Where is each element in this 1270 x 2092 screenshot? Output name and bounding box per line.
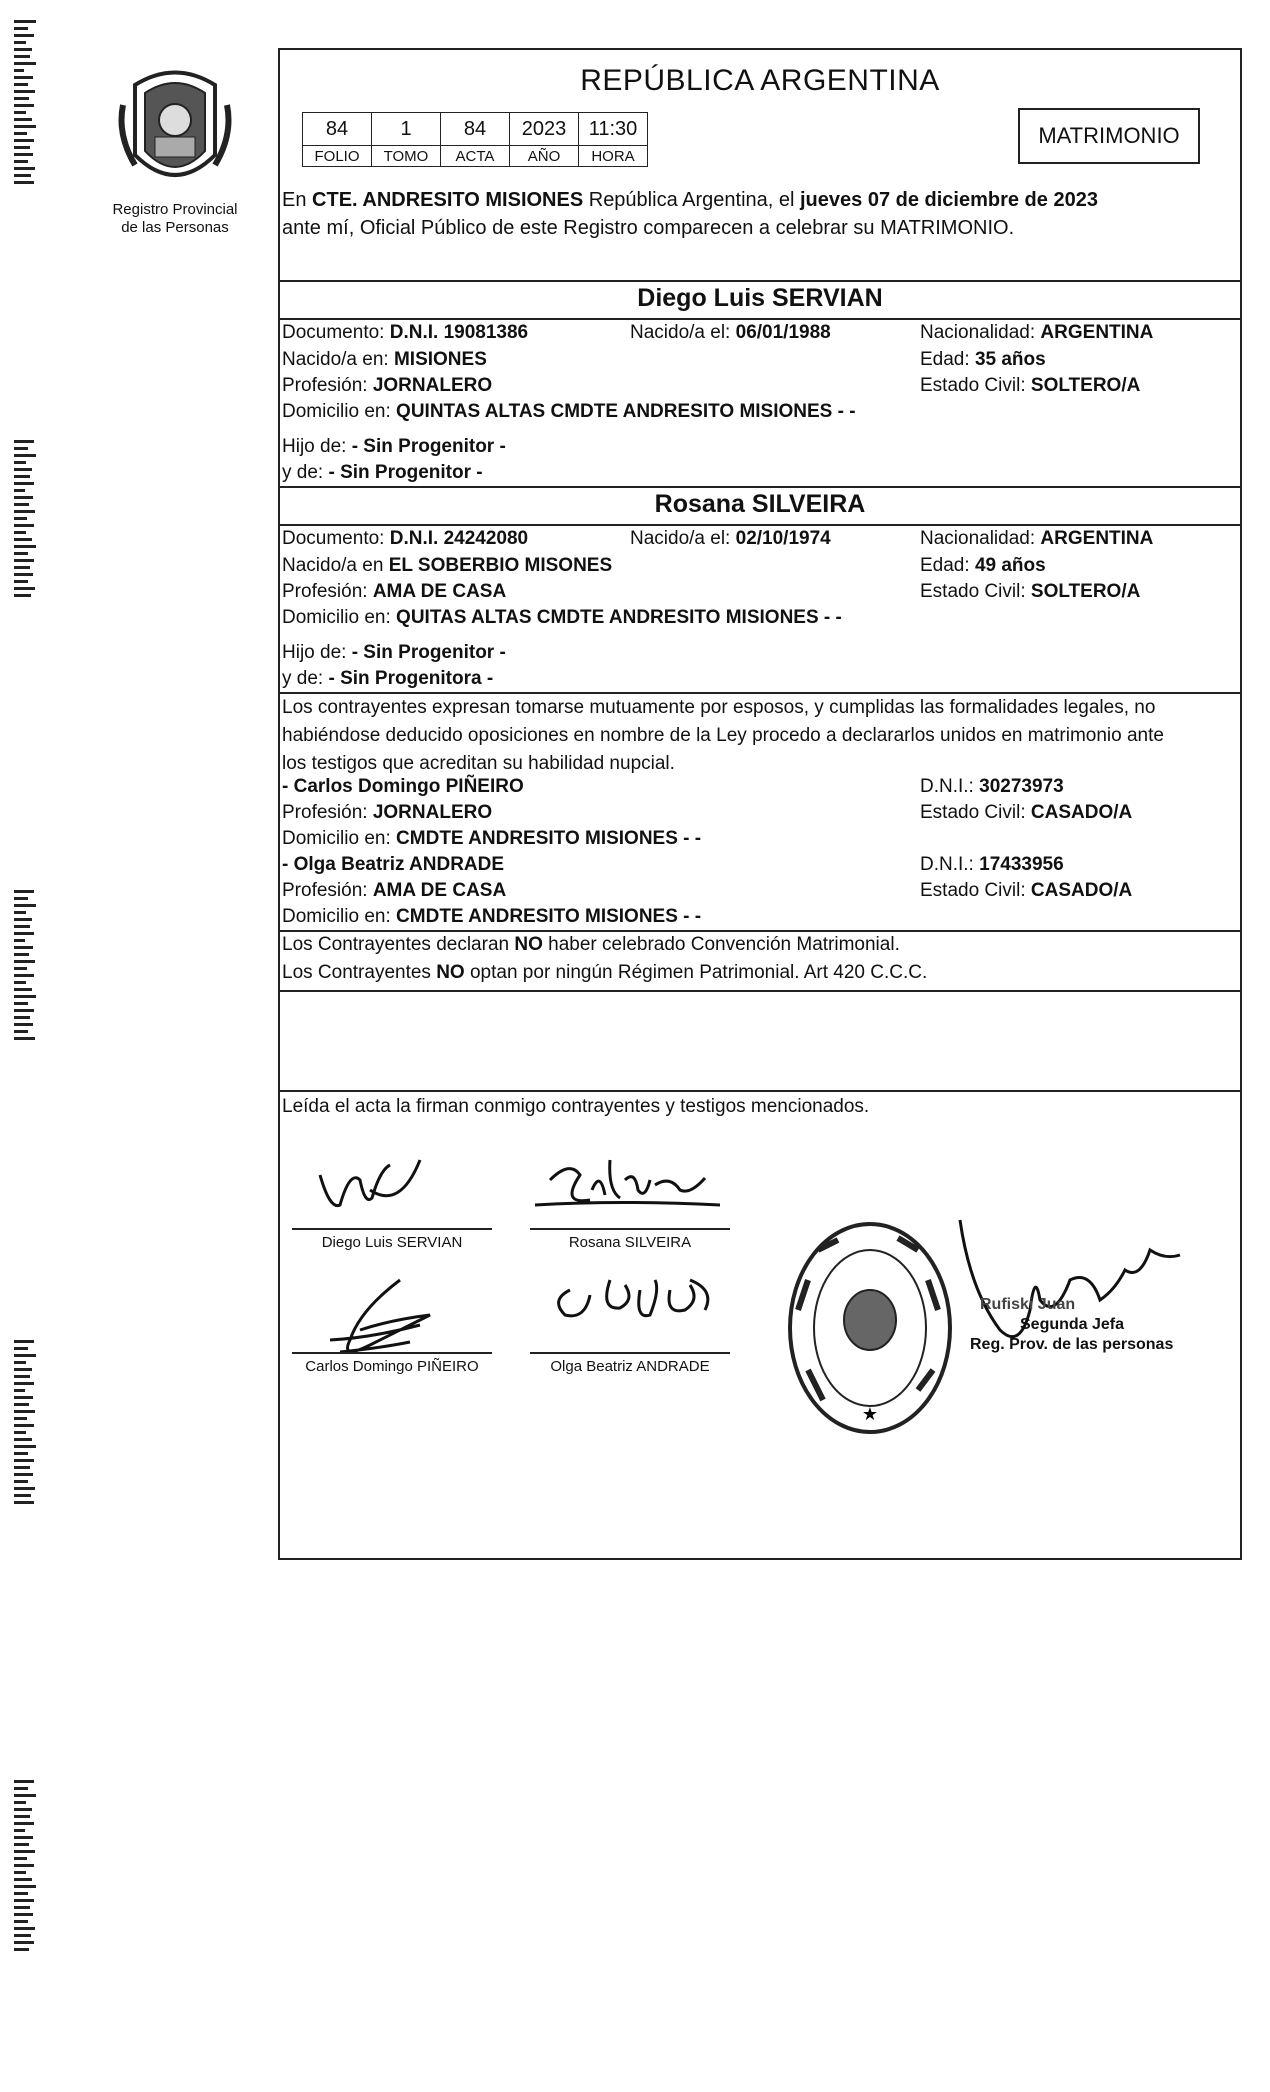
misiones-seal-icon: [115, 65, 235, 195]
c2-documento: Documento: D.N.I. 24242080: [282, 528, 529, 549]
t1-dni: D.N.I.: 30273973: [920, 776, 1064, 797]
marriage-certificate: [278, 48, 1242, 1560]
signature-line: [292, 1228, 492, 1230]
intro-date: jueves 07 de diciembre de 2023: [800, 189, 1098, 211]
contrayente1-name: Diego Luis SERVIAN: [637, 284, 883, 312]
signature-pineiro: [310, 1270, 460, 1360]
t2-dni: D.N.I.: 17433956: [920, 854, 1064, 875]
c2-lugar: Nacido/a en EL SOBERBIO MISONES: [282, 555, 613, 576]
divider: [280, 486, 1240, 488]
c2-hijo-de: Hijo de: - Sin Progenitor -: [282, 642, 506, 663]
c1-estado-civil: Estado Civil: SOLTERO/A: [920, 375, 1141, 396]
intro-text: República Argentina, el: [583, 189, 800, 211]
intro-place: CTE. ANDRESITO MISIONES: [312, 189, 584, 211]
c2-y-de: y de: - Sin Progenitora -: [282, 668, 494, 689]
acta-label: ACTA: [441, 146, 510, 167]
anio-label: AÑO: [510, 146, 579, 167]
document-type-box: MATRIMONIO: [1018, 108, 1200, 164]
c2-nacionalidad: Nacionalidad: ARGENTINA: [920, 528, 1154, 549]
divider: [280, 930, 1240, 932]
declaration-line: Los contrayentes expresan tomarse mutuamente por esposos, y cumplidas las formalidades legales, no: [282, 697, 1156, 718]
c2-estado-civil: Estado Civil: SOLTERO/A: [920, 581, 1141, 602]
intro-text: ante mí, Oficial Público de este Registro comparecen a celebrar su MATRIMONIO.: [282, 217, 1015, 239]
declaration-line: habiéndose deducido oposiciones en nombre de la Ley procedo a declararlos unidos en matrimonio ante: [282, 725, 1164, 746]
signature-label-pineiro: Carlos Domingo PIÑEIRO: [305, 1358, 479, 1375]
divider: [280, 1090, 1240, 1092]
t2-estado-civil: Estado Civil: CASADO/A: [920, 880, 1133, 901]
svg-text:★: ★: [861, 1404, 879, 1425]
c1-profesion: Profesión: JORNALERO: [282, 375, 493, 396]
registry-table: [302, 112, 648, 167]
scan-artifact: [14, 440, 44, 601]
c1-documento: Documento: D.N.I. 19081386: [282, 322, 529, 343]
divider: [280, 280, 1240, 282]
official-name: Rufiski Juan: [980, 1296, 1076, 1313]
t2-profesion: Profesión: AMA DE CASA: [282, 880, 507, 901]
divider: [280, 524, 1240, 526]
t1-profesion: Profesión: JORNALERO: [282, 802, 493, 823]
t1-domicilio: Domicilio en: CMDTE ANDRESITO MISIONES - -: [282, 828, 702, 849]
document-title: REPÚBLICA ARGENTINA: [580, 64, 940, 97]
contrayente2-name: Rosana SILVEIRA: [654, 490, 866, 518]
divider: [280, 318, 1240, 320]
t1-name: - Carlos Domingo PIÑEIRO: [282, 776, 524, 797]
acta-value: 84: [441, 113, 510, 146]
signature-andrade: [540, 1250, 730, 1340]
t1-estado-civil: Estado Civil: CASADO/A: [920, 802, 1133, 823]
scan-artifact: [14, 1780, 44, 1955]
c1-hijo-de: Hijo de: - Sin Progenitor -: [282, 436, 506, 457]
scan-artifact: [14, 20, 44, 188]
c2-nacimiento: Nacido/a el: 02/10/1974: [630, 528, 831, 549]
t2-domicilio: Domicilio en: CMDTE ANDRESITO MISIONES - -: [282, 906, 702, 927]
closing-text: Leída el acta la firman conmigo contrayentes y testigos mencionados.: [282, 1096, 870, 1117]
c1-nacionalidad: Nacionalidad: ARGENTINA: [920, 322, 1154, 343]
c1-lugar: Nacido/a en: MISIONES: [282, 349, 487, 370]
scan-artifact: [14, 890, 44, 1044]
tomo-value: 1: [372, 113, 441, 146]
intro-paragraph: [282, 186, 1240, 242]
hora-label: HORA: [579, 146, 648, 167]
signature-line: [292, 1352, 492, 1354]
intro-text: En: [282, 189, 313, 211]
signature-label-andrade: Olga Beatriz ANDRADE: [550, 1358, 710, 1375]
declaration-line: los testigos que acreditan su habilidad nupcial.: [282, 753, 675, 774]
c2-edad: Edad: 49 años: [920, 555, 1046, 576]
c2-profesion: Profesión: AMA DE CASA: [282, 581, 507, 602]
c2-domicilio: Domicilio en: QUITAS ALTAS CMDTE ANDRESITO MISIONES - -: [282, 607, 842, 628]
official-office: Reg. Prov. de las personas: [970, 1336, 1174, 1353]
c1-y-de: y de: - Sin Progenitor -: [282, 462, 483, 483]
signature-label-servian: Diego Luis SERVIAN: [321, 1234, 463, 1251]
declaration-paragraph: [282, 694, 1240, 778]
tomo-label: TOMO: [372, 146, 441, 167]
signature-silveira: [530, 1150, 730, 1220]
official-role: Segunda Jefa: [1020, 1316, 1125, 1333]
logo-text-line1: Registro Provincial: [112, 201, 238, 218]
folio-label: FOLIO: [303, 146, 372, 167]
divider: [280, 990, 1240, 992]
hora-value: 11:30: [579, 113, 648, 146]
note-convencion: Los Contrayentes declaran NO haber celebrado Convención Matrimonial.: [282, 934, 900, 955]
note-regimen: Los Contrayentes NO optan por ningún Régimen Patrimonial. Art 420 C.C.C.: [282, 962, 928, 983]
scan-artifact: [14, 1340, 44, 1508]
c1-edad: Edad: 35 años: [920, 349, 1046, 370]
anio-value: 2023: [510, 113, 579, 146]
folio-value: 84: [303, 113, 372, 146]
c1-domicilio: Domicilio en: QUINTAS ALTAS CMDTE ANDRESITO MISIONES - -: [282, 401, 856, 422]
signature-line: [530, 1352, 730, 1354]
c1-nacimiento: Nacido/a el: 06/01/1988: [630, 322, 831, 343]
logo-text-line2: de las Personas: [121, 219, 229, 236]
signature-servian: [310, 1150, 450, 1220]
signature-line: [530, 1228, 730, 1230]
registry-logo: [100, 65, 250, 237]
t2-name: - Olga Beatriz ANDRADE: [282, 854, 505, 875]
signature-label-silveira: Rosana SILVEIRA: [568, 1234, 692, 1251]
